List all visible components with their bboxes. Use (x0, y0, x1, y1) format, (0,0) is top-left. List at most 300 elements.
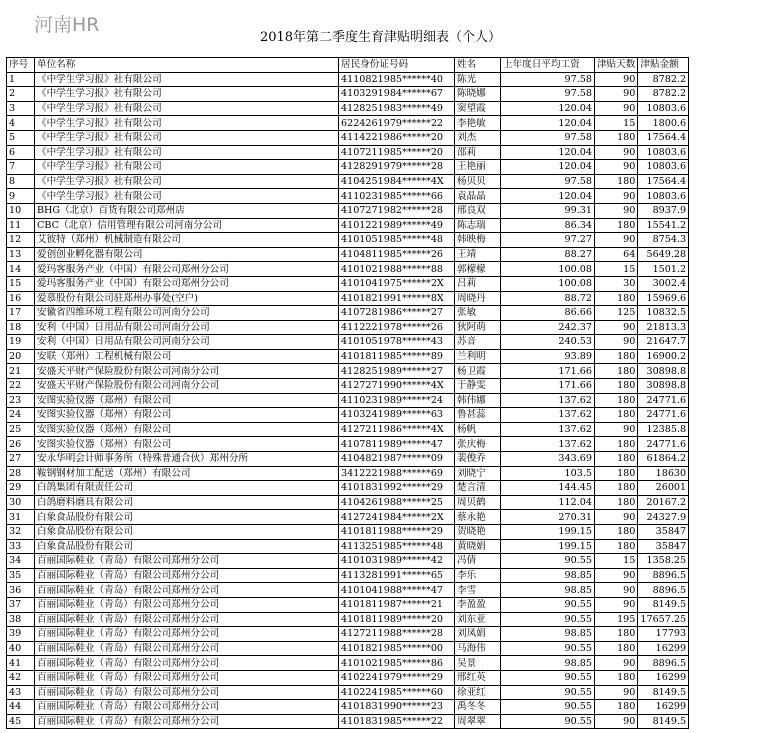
cell-amount: 8149.5 (638, 714, 689, 729)
cell-company: 百丽国际鞋业（青岛）有限公司郑州分公司 (35, 685, 339, 700)
cell-company: 《中学生学习报》社有限公司 (35, 189, 339, 204)
cell-company: 《中学生学习报》社有限公司 (35, 145, 339, 160)
cell-days: 15 (595, 116, 638, 131)
cell-index: 35 (7, 568, 35, 583)
table-row (7, 495, 689, 510)
cell-index: 38 (7, 612, 35, 627)
cell-company: 《中学生学习报》社有限公司 (35, 174, 339, 189)
cell-id-number: 4110231989******24 (339, 393, 455, 408)
table-row (7, 452, 689, 467)
cell-id-number: 4110231985******66 (339, 189, 455, 204)
cell-daily-wage: 137.62 (501, 437, 595, 452)
cell-daily-wage: 90.55 (501, 554, 595, 569)
cell-amount: 16299 (638, 700, 689, 715)
cell-name: 于静雯 (455, 379, 501, 394)
cell-id-number: 4101041975******2X (339, 276, 455, 291)
cell-amount: 16299 (638, 670, 689, 685)
cell-daily-wage: 90.55 (501, 685, 595, 700)
cell-company: 百丽国际鞋业（青岛）有限公司郑州分公司 (35, 670, 339, 685)
cell-days: 64 (595, 247, 638, 262)
cell-days: 90 (595, 568, 638, 583)
header-index: 序号 (7, 58, 35, 73)
cell-amount: 61864.2 (638, 452, 689, 467)
cell-days: 180 (595, 539, 638, 554)
cell-amount: 17564.4 (638, 174, 689, 189)
cell-index: 36 (7, 583, 35, 598)
cell-daily-wage: 86.66 (501, 306, 595, 321)
cell-id-number: 4101021988******88 (339, 262, 455, 277)
cell-daily-wage: 90.55 (501, 670, 595, 685)
table-row (7, 481, 689, 496)
cell-days: 180 (595, 495, 638, 510)
cell-name: 楚言清 (455, 481, 501, 496)
cell-daily-wage: 270.31 (501, 510, 595, 525)
cell-id-number: 4101031989******42 (339, 554, 455, 569)
cell-company: 百丽国际鞋业（青岛）有限公司郑州分公司 (35, 714, 339, 729)
cell-days: 180 (595, 364, 638, 379)
cell-company: 百丽国际鞋业（青岛）有限公司郑州分公司 (35, 612, 339, 627)
cell-daily-wage: 90.55 (501, 641, 595, 656)
cell-daily-wage: 97.58 (501, 130, 595, 145)
header-days: 津贴天数 (595, 58, 638, 73)
cell-company: 百丽国际鞋业（青岛）有限公司郑州分公司 (35, 597, 339, 612)
cell-id-number: 4112221978******26 (339, 320, 455, 335)
cell-id-number: 4128251989******27 (339, 364, 455, 379)
cell-index: 13 (7, 247, 35, 262)
cell-daily-wage: 97.58 (501, 72, 595, 87)
cell-id-number: 4101051985******48 (339, 233, 455, 248)
cell-index: 5 (7, 130, 35, 145)
table-row (7, 349, 689, 364)
cell-company: 安永华明会计师事务所（特殊普通合伙）郑州分所 (35, 452, 339, 467)
header-daily-wage: 上年度日平均工资 (501, 58, 595, 73)
table-row (7, 685, 689, 700)
cell-days: 180 (595, 481, 638, 496)
cell-days: 90 (595, 320, 638, 335)
cell-index: 12 (7, 233, 35, 248)
cell-id-number: 4104261988******25 (339, 495, 455, 510)
cell-amount: 17793 (638, 627, 689, 642)
cell-name: 冯倩 (455, 554, 501, 569)
cell-index: 44 (7, 700, 35, 715)
cell-company: 爱创创业孵化器有限公司 (35, 247, 339, 262)
cell-index: 6 (7, 145, 35, 160)
cell-id-number: 4107271982******28 (339, 203, 455, 218)
cell-daily-wage: 98.85 (501, 583, 595, 598)
cell-amount: 24771.6 (638, 393, 689, 408)
cell-days: 180 (595, 627, 638, 642)
cell-amount: 8937.9 (638, 203, 689, 218)
cell-id-number: 4101831992******29 (339, 481, 455, 496)
table-header-row (7, 58, 689, 73)
cell-amount: 17564.4 (638, 130, 689, 145)
cell-company: 《中学生学习报》社有限公司 (35, 160, 339, 175)
cell-index: 31 (7, 510, 35, 525)
cell-name: 裴俊乔 (455, 452, 501, 467)
cell-company: 白象食品股份有限公司 (35, 525, 339, 540)
cell-days: 180 (595, 408, 638, 423)
table-row (7, 714, 689, 729)
cell-name: 刘凤娟 (455, 627, 501, 642)
cell-name: 禹冬冬 (455, 700, 501, 715)
table-row (7, 597, 689, 612)
table-row (7, 510, 689, 525)
cell-days: 15 (595, 554, 638, 569)
cell-company: 安利（中国）日用品有限公司河南分公司 (35, 320, 339, 335)
table-row (7, 130, 689, 145)
table-row (7, 466, 689, 481)
cell-id-number: 4101821991******8X (339, 291, 455, 306)
cell-id-number: 6224261979******22 (339, 116, 455, 131)
cell-name: 周贝鹤 (455, 495, 501, 510)
cell-daily-wage: 90.55 (501, 612, 595, 627)
cell-index: 23 (7, 393, 35, 408)
cell-id-number: 4101811988******29 (339, 525, 455, 540)
cell-amount: 24771.6 (638, 437, 689, 452)
cell-daily-wage: 103.5 (501, 466, 595, 481)
cell-daily-wage: 137.62 (501, 422, 595, 437)
cell-id-number: 4127211988******28 (339, 627, 455, 642)
cell-index: 28 (7, 466, 35, 481)
cell-daily-wage: 120.04 (501, 116, 595, 131)
cell-index: 20 (7, 349, 35, 364)
cell-amount: 10803.6 (638, 189, 689, 204)
cell-daily-wage: 97.58 (501, 174, 595, 189)
cell-days: 90 (595, 656, 638, 671)
allowance-table (6, 57, 689, 729)
cell-name: 马海伟 (455, 641, 501, 656)
cell-days: 90 (595, 510, 638, 525)
cell-days: 90 (595, 189, 638, 204)
cell-name: 刘杰 (455, 130, 501, 145)
cell-days: 180 (595, 393, 638, 408)
cell-company: 《中学生学习报》社有限公司 (35, 116, 339, 131)
cell-id-number: 4113251985******48 (339, 539, 455, 554)
table-row (7, 408, 689, 423)
cell-company: 安利（中国）日用品有限公司河南分公司 (35, 335, 339, 350)
cell-index: 1 (7, 72, 35, 87)
cell-company: 爱玛客服务产业（中国）有限公司郑州分公司 (35, 276, 339, 291)
cell-id-number: 4101831985******22 (339, 714, 455, 729)
table-row (7, 627, 689, 642)
cell-daily-wage: 93.89 (501, 349, 595, 364)
cell-days: 180 (595, 291, 638, 306)
header-amount: 津贴金额 (638, 58, 689, 73)
cell-name: 蔡永艳 (455, 510, 501, 525)
cell-daily-wage: 137.62 (501, 393, 595, 408)
cell-name: 李盈盈 (455, 597, 501, 612)
cell-id-number: 4127211986******4X (339, 422, 455, 437)
cell-company: 百丽国际鞋业（青岛）有限公司郑州分公司 (35, 627, 339, 642)
cell-amount: 10803.6 (638, 160, 689, 175)
cell-days: 180 (595, 379, 638, 394)
table-row (7, 364, 689, 379)
cell-index: 8 (7, 174, 35, 189)
table-row (7, 554, 689, 569)
cell-name: 徐亚红 (455, 685, 501, 700)
cell-days: 15 (595, 262, 638, 277)
cell-company: 《中学生学习报》社有限公司 (35, 87, 339, 102)
table-row (7, 87, 689, 102)
header-name: 姓名 (455, 58, 501, 73)
cell-company: 《中学生学习报》社有限公司 (35, 101, 339, 116)
cell-daily-wage: 120.04 (501, 145, 595, 160)
cell-company: 白鸽集团有限责任公司 (35, 481, 339, 496)
cell-days: 180 (595, 130, 638, 145)
cell-id-number: 4101831990******23 (339, 700, 455, 715)
cell-daily-wage: 99.31 (501, 203, 595, 218)
cell-company: BHG（北京）百货有限公司郑州店 (35, 203, 339, 218)
cell-company: 百丽国际鞋业（青岛）有限公司郑州分公司 (35, 700, 339, 715)
cell-id-number: 4127241984******2X (339, 510, 455, 525)
cell-daily-wage: 100.08 (501, 262, 595, 277)
cell-name: 陈晓娜 (455, 87, 501, 102)
cell-name: 刘东亚 (455, 612, 501, 627)
cell-daily-wage: 343.69 (501, 452, 595, 467)
cell-days: 90 (595, 145, 638, 160)
cell-index: 7 (7, 160, 35, 175)
header-company: 单位名称 (35, 58, 339, 73)
cell-days: 180 (595, 641, 638, 656)
cell-daily-wage: 90.55 (501, 700, 595, 715)
cell-days: 90 (595, 597, 638, 612)
cell-name: 杨贝贝 (455, 174, 501, 189)
cell-index: 32 (7, 525, 35, 540)
cell-days: 180 (595, 466, 638, 481)
cell-days: 90 (595, 335, 638, 350)
cell-id-number: 4102241985******60 (339, 685, 455, 700)
cell-id-number: 4101811987******21 (339, 597, 455, 612)
cell-name: 邢红英 (455, 670, 501, 685)
cell-name: 邢良双 (455, 203, 501, 218)
cell-amount: 20167.2 (638, 495, 689, 510)
table-row (7, 233, 689, 248)
cell-days: 90 (595, 685, 638, 700)
cell-id-number: 4103291984******67 (339, 87, 455, 102)
cell-id-number: 4101021985******86 (339, 656, 455, 671)
cell-company: 白鸽磨料磨具有限公司 (35, 495, 339, 510)
table-row (7, 612, 689, 627)
cell-company: 安盛天平财产保险股份有限公司河南分公司 (35, 379, 339, 394)
table-row (7, 218, 689, 233)
cell-name: 张庆梅 (455, 437, 501, 452)
cell-name: 王靖 (455, 247, 501, 262)
cell-index: 34 (7, 554, 35, 569)
cell-amount: 1800.6 (638, 116, 689, 131)
cell-name: 贺晓艳 (455, 525, 501, 540)
cell-amount: 15969.6 (638, 291, 689, 306)
cell-id-number: 4127271990******4X (339, 379, 455, 394)
cell-amount: 1358.25 (638, 554, 689, 569)
cell-index: 15 (7, 276, 35, 291)
cell-index: 40 (7, 641, 35, 656)
cell-name: 苏音 (455, 335, 501, 350)
cell-days: 90 (595, 160, 638, 175)
cell-id-number: 4107281986******27 (339, 306, 455, 321)
cell-id-number: 4101221989******49 (339, 218, 455, 233)
cell-company: CBC（北京）信用管理有限公司河南分公司 (35, 218, 339, 233)
cell-name: 邵莉 (455, 145, 501, 160)
cell-amount: 8896.5 (638, 568, 689, 583)
cell-id-number: 3412221988******69 (339, 466, 455, 481)
cell-index: 37 (7, 597, 35, 612)
table-row (7, 641, 689, 656)
cell-days: 90 (595, 72, 638, 87)
cell-name: 陈光 (455, 72, 501, 87)
cell-days: 180 (595, 218, 638, 233)
cell-amount: 8782.2 (638, 72, 689, 87)
cell-company: 鞍钢钢材加工配送（郑州）有限公司 (35, 466, 339, 481)
cell-amount: 21813.3 (638, 320, 689, 335)
cell-days: 90 (595, 203, 638, 218)
cell-company: 白象食品股份有限公司 (35, 539, 339, 554)
cell-company: 安盛天平财产保险股份有限公司河南分公司 (35, 364, 339, 379)
cell-amount: 8896.5 (638, 583, 689, 598)
cell-index: 17 (7, 306, 35, 321)
cell-amount: 12385.8 (638, 422, 689, 437)
cell-daily-wage: 242.37 (501, 320, 595, 335)
cell-id-number: 4104821987******09 (339, 452, 455, 467)
cell-index: 45 (7, 714, 35, 729)
header-id-number: 居民身份证号码 (339, 58, 455, 73)
cell-daily-wage: 112.04 (501, 495, 595, 510)
cell-id-number: 4107811989******47 (339, 437, 455, 452)
cell-id-number: 4101041988******47 (339, 583, 455, 598)
cell-amount: 8754.3 (638, 233, 689, 248)
cell-daily-wage: 90.55 (501, 597, 595, 612)
table-row (7, 670, 689, 685)
cell-index: 43 (7, 685, 35, 700)
table-row (7, 203, 689, 218)
cell-id-number: 4101051978******43 (339, 335, 455, 350)
cell-name: 吴景 (455, 656, 501, 671)
cell-amount: 17657.25 (638, 612, 689, 627)
cell-daily-wage: 98.85 (501, 656, 595, 671)
cell-daily-wage: 120.04 (501, 101, 595, 116)
cell-days: 180 (595, 525, 638, 540)
cell-company: 爱慕股份有限公司驻郑州办事处(空户) (35, 291, 339, 306)
cell-daily-wage: 97.27 (501, 233, 595, 248)
cell-days: 90 (595, 714, 638, 729)
cell-id-number: 4107211985******20 (339, 145, 455, 160)
cell-amount: 15541.2 (638, 218, 689, 233)
cell-amount: 8896.5 (638, 656, 689, 671)
cell-days: 90 (595, 422, 638, 437)
cell-id-number: 4101811989******20 (339, 612, 455, 627)
cell-daily-wage: 98.85 (501, 568, 595, 583)
cell-daily-wage: 171.66 (501, 364, 595, 379)
cell-name: 周翠翠 (455, 714, 501, 729)
cell-index: 30 (7, 495, 35, 510)
cell-id-number: 4102241979******29 (339, 670, 455, 685)
cell-index: 19 (7, 335, 35, 350)
cell-company: 《中学生学习报》社有限公司 (35, 72, 339, 87)
cell-amount: 10803.6 (638, 101, 689, 116)
cell-index: 14 (7, 262, 35, 277)
cell-amount: 1501.2 (638, 262, 689, 277)
cell-index: 3 (7, 101, 35, 116)
cell-daily-wage: 90.55 (501, 714, 595, 729)
cell-days: 90 (595, 87, 638, 102)
cell-days: 180 (595, 174, 638, 189)
cell-daily-wage: 199.15 (501, 525, 595, 540)
cell-amount: 24771.6 (638, 408, 689, 423)
table-row (7, 306, 689, 321)
cell-company: 爱玛客服务产业（中国）有限公司郑州分公司 (35, 262, 339, 277)
table-body (7, 72, 689, 729)
cell-index: 11 (7, 218, 35, 233)
cell-name: 鲁甚蕊 (455, 408, 501, 423)
cell-index: 41 (7, 656, 35, 671)
cell-daily-wage: 137.62 (501, 408, 595, 423)
table-row (7, 525, 689, 540)
cell-name: 李艳敏 (455, 116, 501, 131)
table-row (7, 145, 689, 160)
cell-days: 90 (595, 101, 638, 116)
cell-days: 180 (595, 437, 638, 452)
table-row (7, 116, 689, 131)
table-row (7, 276, 689, 291)
table-row (7, 379, 689, 394)
cell-id-number: 4128251983******49 (339, 101, 455, 116)
cell-name: 兰利明 (455, 349, 501, 364)
cell-company: 百丽国际鞋业（青岛）有限公司郑州分公司 (35, 583, 339, 598)
cell-days: 180 (595, 452, 638, 467)
table-row (7, 72, 689, 87)
cell-days: 30 (595, 276, 638, 291)
cell-index: 16 (7, 291, 35, 306)
cell-id-number: 4113281991******65 (339, 568, 455, 583)
cell-amount: 18630 (638, 466, 689, 481)
cell-company: 百丽国际鞋业（青岛）有限公司郑州分公司 (35, 641, 339, 656)
cell-amount: 10832.5 (638, 306, 689, 321)
cell-id-number: 4114221986******20 (339, 130, 455, 145)
table-row (7, 393, 689, 408)
cell-daily-wage: 199.15 (501, 539, 595, 554)
cell-name: 周晓丹 (455, 291, 501, 306)
table-row (7, 160, 689, 175)
cell-id-number: 4110821985******40 (339, 72, 455, 87)
cell-amount: 3002.4 (638, 276, 689, 291)
cell-index: 29 (7, 481, 35, 496)
cell-id-number: 4101821985******00 (339, 641, 455, 656)
cell-index: 25 (7, 422, 35, 437)
cell-id-number: 4101811985******89 (339, 349, 455, 364)
cell-days: 90 (595, 583, 638, 598)
cell-index: 24 (7, 408, 35, 423)
table-row (7, 335, 689, 350)
cell-daily-wage: 171.66 (501, 379, 595, 394)
cell-id-number: 4128291979******28 (339, 160, 455, 175)
cell-index: 10 (7, 203, 35, 218)
cell-name: 狄阿萌 (455, 320, 501, 335)
table-row (7, 583, 689, 598)
cell-days: 125 (595, 306, 638, 321)
cell-company: 安图实验仪器（郑州）有限公司 (35, 437, 339, 452)
cell-company: 百丽国际鞋业（青岛）有限公司郑州分公司 (35, 568, 339, 583)
cell-daily-wage: 100.08 (501, 276, 595, 291)
cell-name: 杨帆 (455, 422, 501, 437)
cell-daily-wage: 240.53 (501, 335, 595, 350)
cell-company: 艾彼特（郑州）机械制造有限公司 (35, 233, 339, 248)
cell-index: 18 (7, 320, 35, 335)
cell-name: 吕莉 (455, 276, 501, 291)
cell-name: 杨卫霞 (455, 364, 501, 379)
cell-name: 窦望霞 (455, 101, 501, 116)
table-row (7, 700, 689, 715)
cell-index: 9 (7, 189, 35, 204)
cell-daily-wage: 86.34 (501, 218, 595, 233)
